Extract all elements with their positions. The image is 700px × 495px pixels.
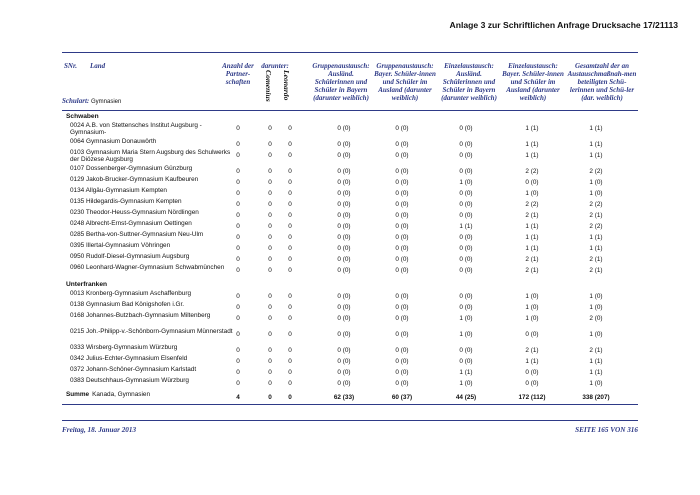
cell-c: 0	[288, 304, 292, 311]
cell-g2: 0 (0)	[395, 223, 409, 230]
cell-c: 0	[288, 293, 292, 300]
cell-g1: 0 (0)	[337, 190, 351, 197]
cell-e2: 0 (0)	[525, 331, 539, 338]
summe-kanada: Kanada, Gymnasien	[92, 391, 150, 398]
cell-e2: 2 (2)	[525, 168, 539, 175]
cell-g2: 0 (0)	[395, 152, 409, 159]
table-row	[62, 231, 638, 242]
header-bottom-rule	[62, 110, 638, 111]
table-row	[62, 176, 638, 187]
schulart-value: Gymnasien	[90, 99, 122, 105]
school-name: 0024 A.B. von Stettensches Institut Augsburg - Gymnasium-	[70, 122, 202, 137]
cell-c: 0	[288, 380, 292, 387]
school-name: 0960 Leonhard-Wagner-Gymnasium Schwabmünchen	[70, 264, 225, 271]
cell-e2: 0 (0)	[525, 369, 539, 376]
cell-g2: 0 (0)	[395, 256, 409, 263]
cell-a: 0	[236, 190, 240, 197]
cell-g1: 0 (0)	[337, 141, 351, 148]
cell-a: 4	[236, 394, 240, 401]
cell-e2: 0 (0)	[525, 380, 539, 387]
school-name: 0950 Rudolf-Diesel-Gymnasium Augsburg	[70, 253, 190, 260]
table-row	[62, 253, 638, 264]
cell-g1: 0 (0)	[337, 347, 351, 354]
cell-c: 0	[288, 141, 292, 148]
cell-c: 0	[288, 234, 292, 241]
table-row	[62, 312, 638, 328]
table-row	[62, 198, 638, 209]
cell-t: 2 (1)	[589, 347, 603, 354]
header-top-rule	[62, 52, 638, 53]
cell-e2: 2 (2)	[525, 201, 539, 208]
cell-e2: 1 (0)	[525, 315, 539, 322]
cell-g1: 0 (0)	[337, 256, 351, 263]
cell-e1: 0 (0)	[459, 125, 473, 132]
header-einzel-bayer-im-ausland: Einzelaustausch: Bayer. Schüler-innen und Schüler im Ausland (darunter weiblich)	[502, 62, 564, 102]
table-bottom-rule	[62, 404, 638, 405]
cell-b: 0	[268, 369, 272, 376]
cell-b: 0	[268, 152, 272, 159]
cell-t: 2 (2)	[589, 201, 603, 208]
header-gruppen-ausland-in-bayern: Gruppenaustausch: Ausländ. Schülerinnen und Schüler in Bayern (darunter weiblich)	[312, 62, 370, 102]
cell-a: 0	[236, 293, 240, 300]
cell-a: 0	[236, 152, 240, 159]
cell-g2: 0 (0)	[395, 141, 409, 148]
cell-a: 0	[236, 245, 240, 252]
partnerships-table	[62, 112, 638, 403]
cell-t: 1 (1)	[589, 245, 603, 252]
cell-b: 0	[268, 256, 272, 263]
table-row	[62, 355, 638, 366]
cell-c: 0	[288, 190, 292, 197]
cell-g2: 0 (0)	[395, 125, 409, 132]
cell-g2: 0 (0)	[395, 347, 409, 354]
cell-t: 1 (0)	[589, 293, 603, 300]
school-name: 0248 Albrecht-Ernst-Gymnasium Oettingen	[70, 220, 192, 227]
cell-g2: 0 (0)	[395, 304, 409, 311]
table-row	[62, 220, 638, 231]
cell-e1: 0 (0)	[459, 347, 473, 354]
cell-t: 1 (0)	[589, 380, 603, 387]
cell-e2: 2 (1)	[525, 256, 539, 263]
region-heading: Unterfranken	[66, 281, 108, 288]
header-einzel-ausland-in-bayern: Einzelaustausch: Ausländ. Schülerinnen und Schüler in Bayern (darunter weiblich)	[441, 62, 497, 102]
cell-e1: 0 (0)	[459, 212, 473, 219]
cell-t: 2 (2)	[589, 168, 603, 175]
cell-t: 2 (0)	[589, 315, 603, 322]
cell-c: 0	[288, 201, 292, 208]
cell-c: 0	[288, 168, 292, 175]
cell-e1: 0 (0)	[459, 152, 473, 159]
cell-g1: 0 (0)	[337, 212, 351, 219]
cell-b: 0	[268, 315, 272, 322]
cell-c: 0	[288, 223, 292, 230]
cell-b: 0	[268, 125, 272, 132]
school-name: 0064 Gymnasium Donauwörth	[70, 138, 157, 145]
school-name: 0103 Gymnasium Maria Stern Augsburg des Schulwerks der Diözese Augsburg	[70, 149, 231, 164]
cell-e1: 0 (0)	[459, 168, 473, 175]
table-row	[62, 122, 638, 138]
cell-c: 0	[288, 315, 292, 322]
cell-g2: 0 (0)	[395, 179, 409, 186]
cell-e2: 1 (1)	[525, 245, 539, 252]
cell-e1: 0 (0)	[459, 267, 473, 274]
cell-b: 0	[268, 212, 272, 219]
cell-g1: 0 (0)	[337, 152, 351, 159]
table-row	[62, 377, 638, 388]
cell-t: 338 (207)	[582, 394, 610, 401]
school-name: 0372 Johann-Schöner-Gymnasium Karlstadt	[70, 366, 197, 373]
cell-b: 0	[268, 293, 272, 300]
table-row	[62, 165, 638, 176]
cell-g2: 0 (0)	[395, 245, 409, 252]
region-heading: Schwaben	[66, 113, 99, 120]
cell-b: 0	[268, 168, 272, 175]
cell-g2: 0 (0)	[395, 267, 409, 274]
cell-a: 0	[236, 347, 240, 354]
cell-e2: 0 (0)	[525, 179, 539, 186]
header-darunter-leonardo: Leonardo	[282, 70, 291, 101]
cell-e1: 0 (0)	[459, 245, 473, 252]
table-row	[62, 138, 638, 149]
cell-g1: 62 (33)	[333, 394, 355, 401]
cell-a: 0	[236, 304, 240, 311]
cell-b: 0	[268, 179, 272, 186]
schulart-label	[62, 97, 121, 105]
school-name: 0134 Allgäu-Gymnasium Kempten	[70, 187, 167, 194]
cell-e1: 1 (1)	[459, 369, 473, 376]
cell-a: 0	[236, 380, 240, 387]
cell-t: 2 (2)	[589, 223, 603, 230]
cell-g1: 0 (0)	[337, 168, 351, 175]
cell-e1: 0 (0)	[459, 358, 473, 365]
header-anzahl: Anzahl der Partner-schaften	[222, 62, 254, 86]
cell-g2: 0 (0)	[395, 212, 409, 219]
cell-t: 1 (0)	[589, 190, 603, 197]
cell-g2: 0 (0)	[395, 234, 409, 241]
cell-e2: 1 (1)	[525, 234, 539, 241]
cell-g1: 0 (0)	[337, 315, 351, 322]
cell-t: 1 (0)	[589, 179, 603, 186]
cell-e1: 0 (0)	[459, 304, 473, 311]
table-row	[62, 366, 638, 377]
cell-a: 0	[236, 267, 240, 274]
cell-g1: 0 (0)	[337, 201, 351, 208]
cell-g2: 0 (0)	[395, 168, 409, 175]
cell-e1: 1 (0)	[459, 331, 473, 338]
cell-e2: 1 (1)	[525, 358, 539, 365]
footer-page: SEITE 165 VON 316	[575, 426, 638, 434]
cell-e1: 1 (0)	[459, 315, 473, 322]
cell-g2: 0 (0)	[395, 369, 409, 376]
cell-t: 1 (1)	[589, 141, 603, 148]
school-name: 0135 Hildegardis-Gymnasium Kempten	[70, 198, 182, 205]
cell-t: 2 (1)	[589, 212, 603, 219]
school-name: 0129 Jakob-Brucker-Gymnasium Kaufbeuren	[70, 176, 199, 183]
header-darunter-comenius: Comenius	[264, 70, 273, 102]
cell-c: 0	[288, 347, 292, 354]
cell-t: 2 (1)	[589, 256, 603, 263]
cell-e1: 0 (0)	[459, 234, 473, 241]
cell-e1: 0 (0)	[459, 141, 473, 148]
cell-a: 0	[236, 358, 240, 365]
cell-g1: 0 (0)	[337, 369, 351, 376]
cell-c: 0	[288, 369, 292, 376]
cell-b: 0	[268, 347, 272, 354]
school-name: 0383 Deutschhaus-Gymnasium Würzburg	[70, 377, 189, 384]
cell-b: 0	[268, 223, 272, 230]
school-name: 0342 Julius-Echter-Gymnasium Elsenfeld	[70, 355, 188, 362]
cell-g2: 0 (0)	[395, 358, 409, 365]
cell-b: 0	[268, 358, 272, 365]
cell-a: 0	[236, 315, 240, 322]
cell-e2: 2 (1)	[525, 212, 539, 219]
school-name: 0107 Dossenberger-Gymnasium Günzburg	[70, 165, 193, 172]
school-name: 0333 Wirsberg-Gymnasium Würzburg	[70, 344, 178, 351]
cell-g1: 0 (0)	[337, 125, 351, 132]
cell-e1: 1 (0)	[459, 179, 473, 186]
school-name: 0395 Illertal-Gymnasium Vöhringen	[70, 242, 171, 249]
cell-e2: 2 (1)	[525, 267, 539, 274]
summe-label: Summe	[66, 391, 90, 398]
table-row	[62, 264, 638, 280]
cell-a: 0	[236, 168, 240, 175]
cell-e2: 2 (1)	[525, 347, 539, 354]
cell-t: 1 (1)	[589, 234, 603, 241]
cell-e1: 0 (0)	[459, 256, 473, 263]
cell-t: 1 (0)	[589, 331, 603, 338]
cell-c: 0	[288, 358, 292, 365]
cell-e2: 1 (0)	[525, 190, 539, 197]
table-row	[62, 344, 638, 355]
footer-rule	[62, 420, 638, 421]
cell-c: 0	[288, 331, 292, 338]
cell-t: 1 (0)	[589, 304, 603, 311]
cell-e2: 1 (0)	[525, 293, 539, 300]
school-name: 0230 Theodor-Heuss-Gymnasium Nördlingen	[70, 209, 199, 216]
cell-a: 0	[236, 201, 240, 208]
cell-g2: 0 (0)	[395, 201, 409, 208]
school-name: 0013 Kronberg-Gymnasium Aschaffenburg	[70, 290, 192, 297]
header-gesamtzahl: Gesamtzahl der an Austauschmaßnah-men beteiligten Schü-lerinnen und Schü-ler (dar. weiblich)	[567, 62, 637, 102]
cell-a: 0	[236, 234, 240, 241]
cell-c: 0	[288, 179, 292, 186]
cell-c: 0	[288, 394, 292, 401]
footer-date: Freitag, 18. Januar 2013	[62, 426, 137, 434]
cell-c: 0	[288, 245, 292, 252]
table-row	[62, 149, 638, 165]
cell-b: 0	[268, 380, 272, 387]
cell-a: 0	[236, 331, 240, 338]
cell-e2: 1 (0)	[525, 304, 539, 311]
cell-g2: 0 (0)	[395, 315, 409, 322]
schulart-label-text: Schulart:	[62, 97, 90, 105]
cell-c: 0	[288, 267, 292, 274]
cell-g1: 0 (0)	[337, 293, 351, 300]
cell-b: 0	[268, 190, 272, 197]
cell-e1: 0 (0)	[459, 190, 473, 197]
cell-g1: 0 (0)	[337, 304, 351, 311]
cell-t: 1 (1)	[589, 369, 603, 376]
cell-a: 0	[236, 256, 240, 263]
cell-g1: 0 (0)	[337, 267, 351, 274]
cell-a: 0	[236, 223, 240, 230]
cell-e2: 1 (1)	[525, 152, 539, 159]
cell-b: 0	[268, 267, 272, 274]
cell-g1: 0 (0)	[337, 380, 351, 387]
cell-a: 0	[236, 369, 240, 376]
cell-e2: 172 (112)	[518, 394, 546, 401]
cell-e1: 0 (0)	[459, 201, 473, 208]
header-darunter: darunter:	[261, 62, 289, 70]
cell-c: 0	[288, 212, 292, 219]
header-snr: SNr.	[64, 62, 78, 70]
cell-c: 0	[288, 125, 292, 132]
table-row	[62, 242, 638, 253]
cell-e1: 0 (0)	[459, 293, 473, 300]
table-row	[62, 290, 638, 301]
table-row	[62, 301, 638, 312]
cell-a: 0	[236, 212, 240, 219]
cell-e1: 1 (0)	[459, 380, 473, 387]
summe-row	[62, 391, 638, 403]
cell-a: 0	[236, 141, 240, 148]
cell-g1: 0 (0)	[337, 234, 351, 241]
cell-a: 0	[236, 125, 240, 132]
cell-e2: 1 (1)	[525, 223, 539, 230]
cell-b: 0	[268, 201, 272, 208]
header-land: Land	[90, 62, 106, 70]
cell-b: 0	[268, 394, 272, 401]
cell-b: 0	[268, 141, 272, 148]
cell-t: 1 (1)	[589, 358, 603, 365]
cell-g2: 60 (37)	[391, 394, 413, 401]
cell-b: 0	[268, 304, 272, 311]
cell-c: 0	[288, 152, 292, 159]
cell-g1: 0 (0)	[337, 223, 351, 230]
school-name: 0215 Joh.-Philipp-v.-Schönborn-Gymnasium Münnerstadt	[70, 328, 233, 335]
cell-b: 0	[268, 245, 272, 252]
cell-g1: 0 (0)	[337, 331, 351, 338]
cell-e1: 1 (1)	[459, 223, 473, 230]
cell-t: 2 (1)	[589, 267, 603, 274]
cell-g2: 0 (0)	[395, 331, 409, 338]
school-name: 0285 Bertha-von-Suttner-Gymnasium Neu-Ulm	[70, 231, 204, 238]
cell-e2: 1 (1)	[525, 141, 539, 148]
cell-e2: 1 (1)	[525, 125, 539, 132]
cell-g1: 0 (0)	[337, 358, 351, 365]
table-row	[62, 328, 638, 344]
school-name	[66, 391, 231, 398]
cell-b: 0	[268, 331, 272, 338]
school-name: 0168 Johannes-Butzbach-Gymnasium Miltenberg	[70, 312, 211, 319]
cell-t: 1 (1)	[589, 125, 603, 132]
cell-g1: 0 (0)	[337, 245, 351, 252]
page-title: Anlage 3 zur Schriftlichen Anfrage Drucksache 17/21113	[449, 20, 678, 30]
cell-c: 0	[288, 256, 292, 263]
table-row	[62, 187, 638, 198]
table-row	[62, 209, 638, 220]
cell-t: 1 (1)	[589, 152, 603, 159]
cell-e1: 44 (25)	[455, 394, 477, 401]
school-name: 0138 Gymnasium Bad Königshofen i.Gr.	[70, 301, 185, 308]
header-gruppen-bayer-im-ausland: Gruppenaustausch: Bayer. Schüler-innen und Schüler im Ausland (darunter weiblich)	[374, 62, 436, 102]
cell-g2: 0 (0)	[395, 380, 409, 387]
cell-g2: 0 (0)	[395, 293, 409, 300]
cell-g1: 0 (0)	[337, 179, 351, 186]
cell-b: 0	[268, 234, 272, 241]
cell-g2: 0 (0)	[395, 190, 409, 197]
cell-a: 0	[236, 179, 240, 186]
